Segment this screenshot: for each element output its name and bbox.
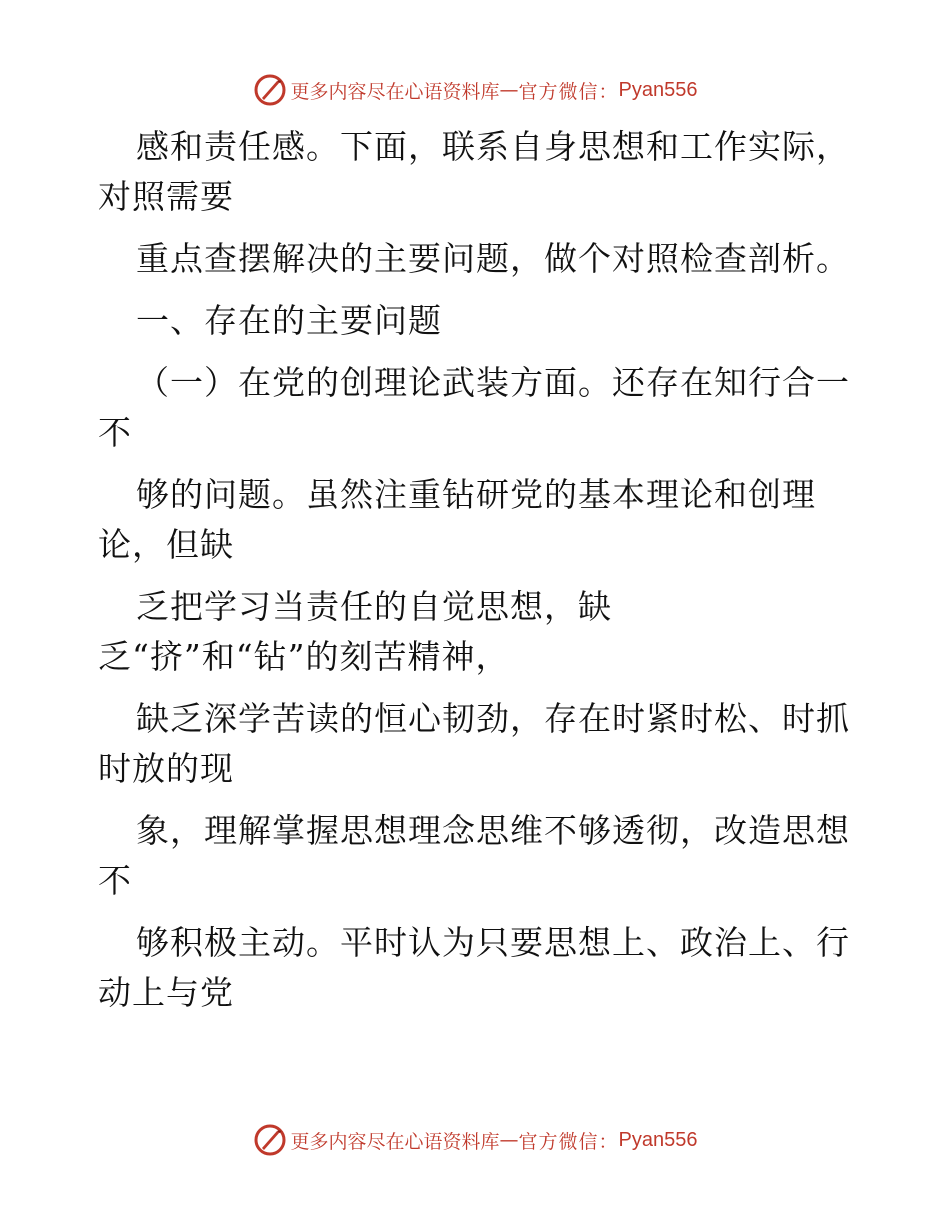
watermark-dash: — [499,1129,519,1151]
watermark-official-label: 官方微信： [518,1130,619,1153]
text-line: 论，但缺 [98,525,234,564]
watermark-wechat-id: Pyan556 [618,1128,698,1151]
text-line: 不 [98,413,132,452]
text-line: 够积极主动。平时认为只要思想上、政治上、行 [136,923,850,962]
text-line: 象，理解掌握思想理念思维不够透彻，改造思想 [136,811,850,850]
document-body [98,122,858,1018]
watermark-library-text: 更多内容尽在心语资料库 [290,1130,500,1153]
text-line: 不 [98,861,132,900]
watermark-wechat-id: Pyan556 [618,78,698,101]
footer-watermark [0,1120,950,1160]
subsection-heading: （一）在党的创理论武装方面。还存在知行合一 [136,363,850,402]
header-watermark [0,70,950,110]
section-heading: 一、存在的主要问题 [136,301,442,340]
text-line: 时放的现 [98,749,234,788]
text-line: 动上与党 [98,973,234,1012]
watermark-library-text: 更多内容尽在心语资料库 [290,80,500,103]
text-line: 乏“挤”和“钻”的刻苦精神， [98,637,510,676]
watermark-dash: — [499,79,519,101]
text-line: 缺乏深学苦读的恒心韧劲，存在时紧时松、时抓 [136,699,850,738]
watermark-official-label: 官方微信： [518,80,619,103]
feather-pen-logo-icon [253,1123,287,1157]
text-line: 乏把学习当责任的自觉思想，缺 [136,587,612,626]
text-line: 重点查摆解决的主要问题，做个对照检查剖析。 [136,239,850,278]
text-line: 感和责任感。下面，联系自身思想和工作实际， [136,127,850,166]
text-line: 够的问题。虽然注重钻研党的基本理论和创理 [136,475,816,514]
text-line: 对照需要 [98,177,234,216]
feather-pen-logo-icon [253,73,287,107]
